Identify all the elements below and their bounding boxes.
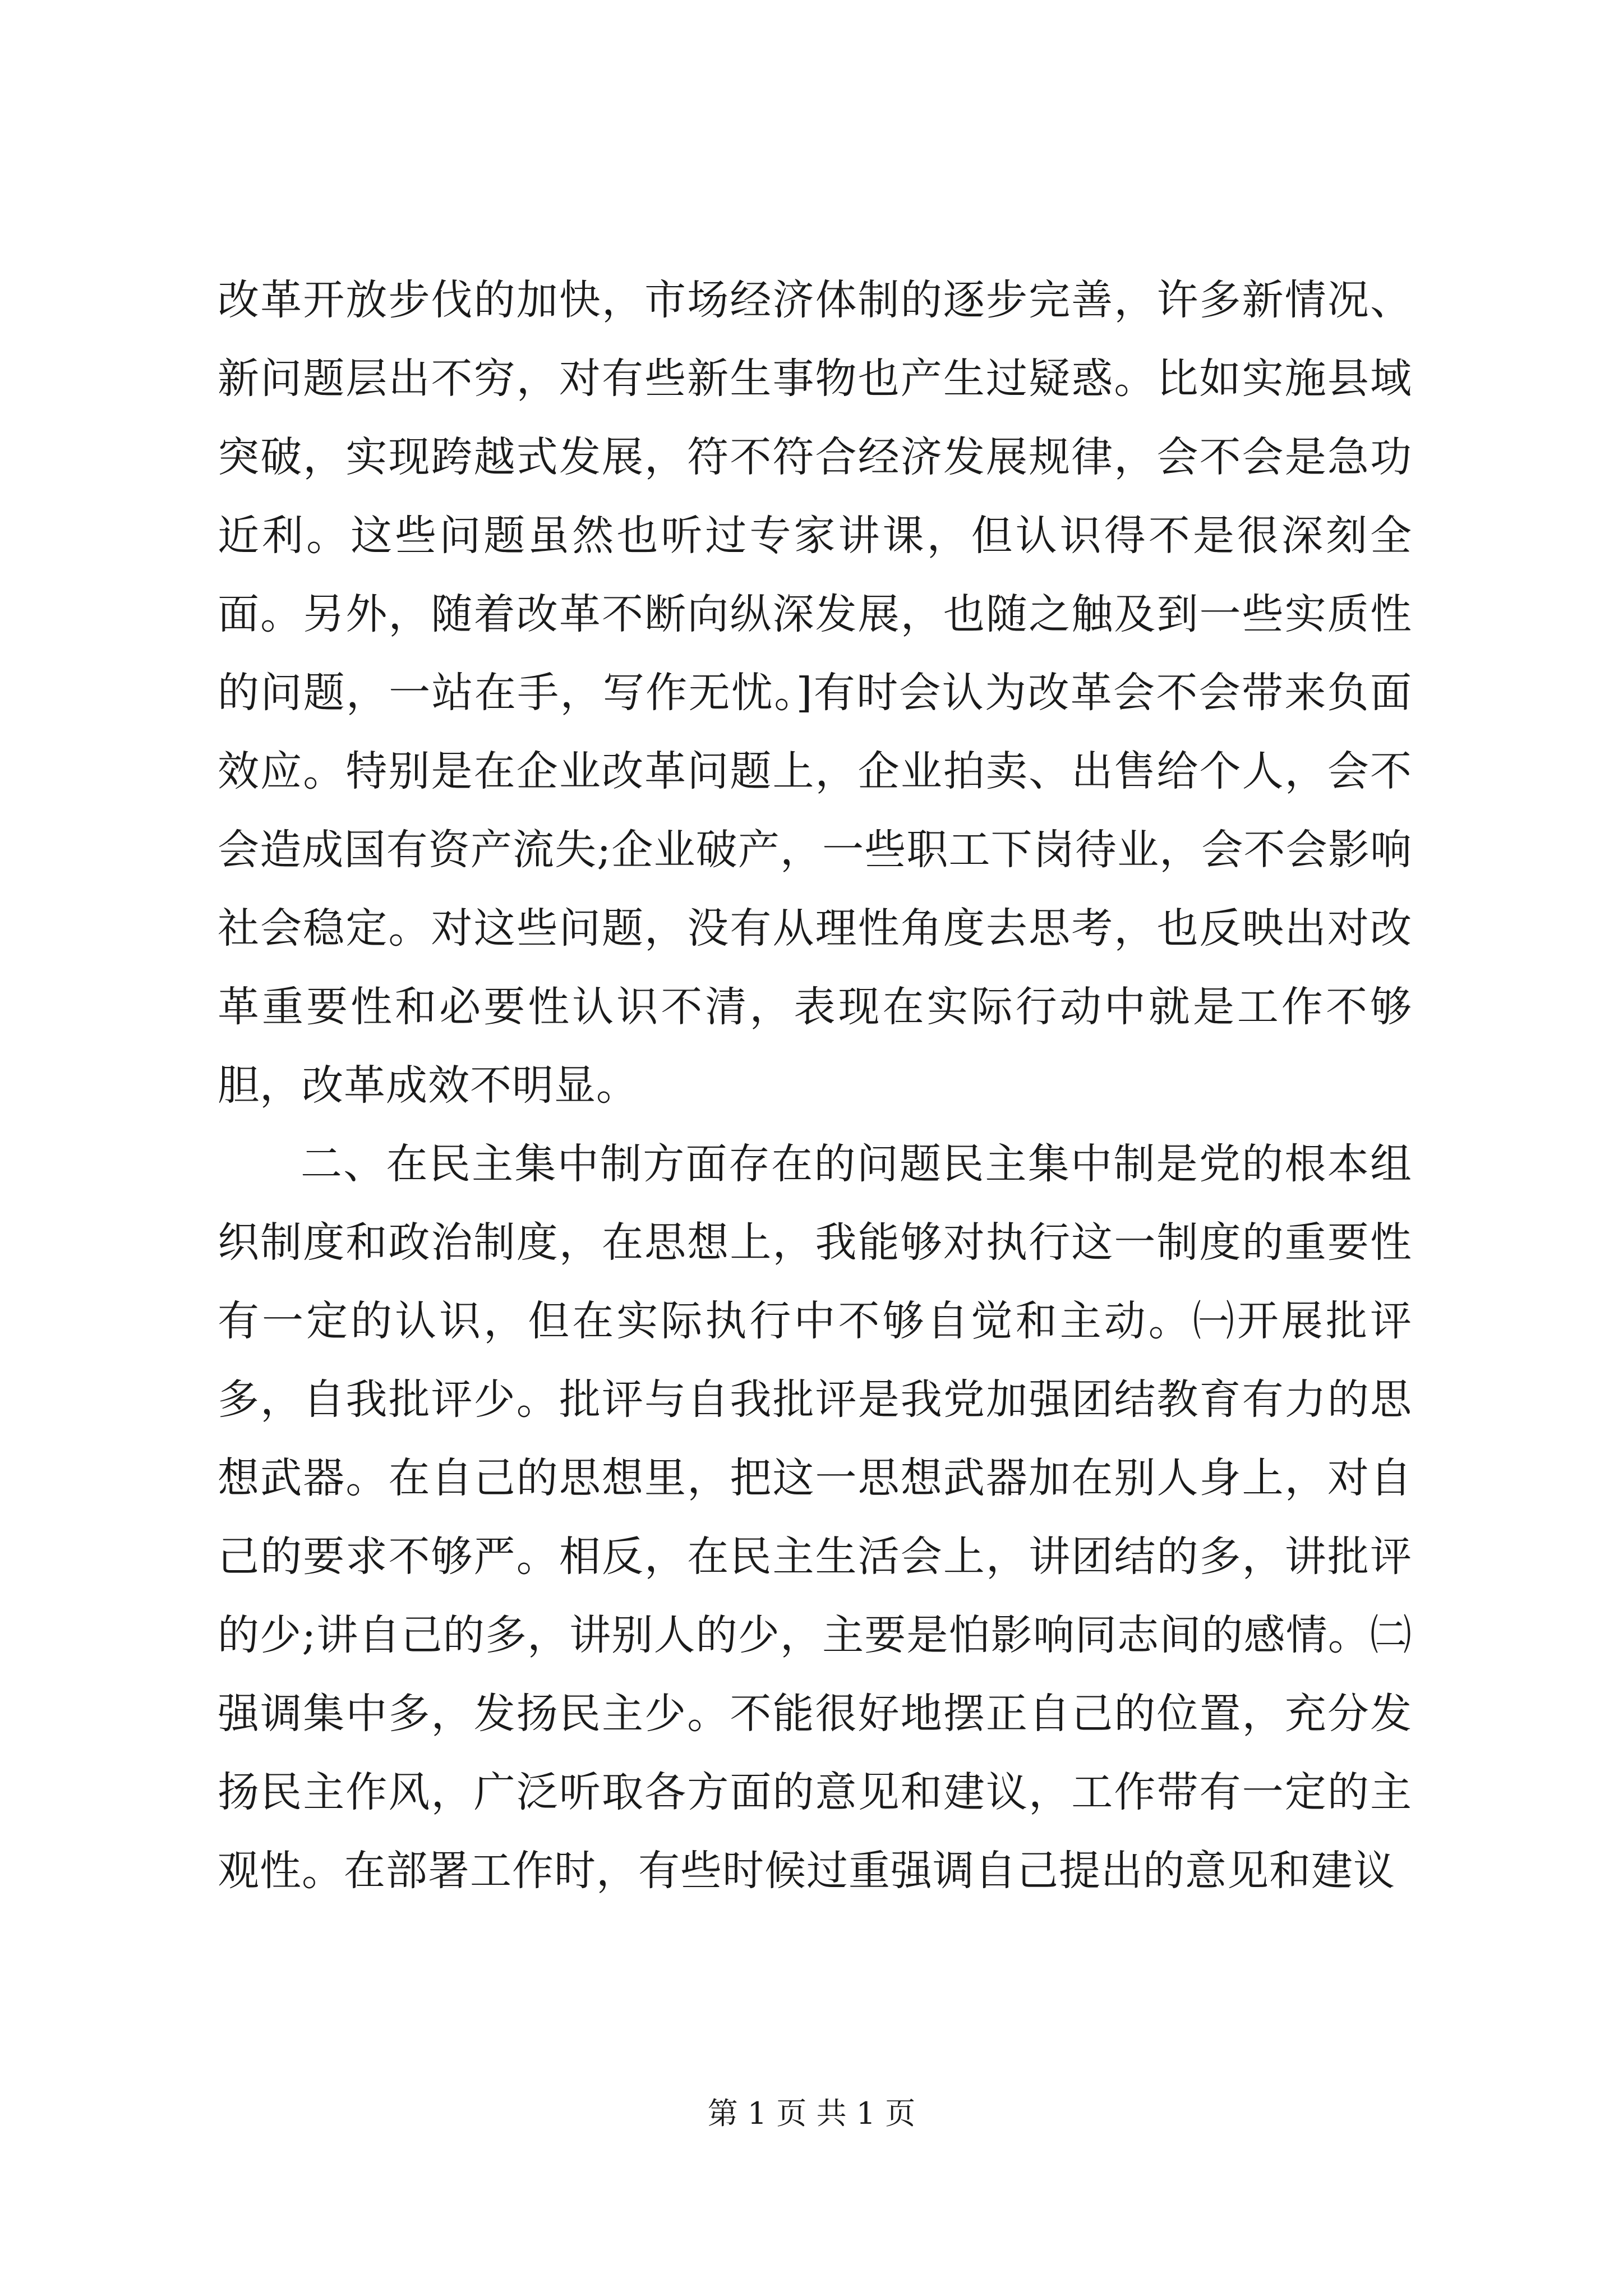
document-body xyxy=(218,261,1412,1910)
paragraph-democratic-centralism: 二、在民主集中制方面存在的问题民主集中制是党的根本组织制度和政治制度，在思想上，我能够对执行这一制度的重要性有一定的认识，但在实际执行中不够自觉和主动。㈠开展批评多，自我批评少。批评与自我批评是我党加强团结教育有力的思想武器。在自己的思想里，把这一思想武器加在别人身上，对自己的要求不够严。相反，在民主生活会上，讲团结的多，讲批评的少;讲自己的多，讲别人的少，主要是怕影响同志间的感情。㈡强调集中多，发扬民主少。不能很好地摆正自己的位置，充分发扬民主作风，广泛听取各方面的意见和建议，工作带有一定的主观性。在部署工作时，有些时候过重强调自己提出的意见和建议 xyxy=(218,1140,1412,1895)
paragraph-continuation: 改革开放步伐的加快，市场经济体制的逐步完善，许多新情况、新问题层出不穷，对有些新生事物也产生过疑惑。比如实施县域突破，实现跨越式发展，符不符合经济发展规律，会不会是急功近利。这些问题虽然也听过专家讲课，但认识得不是很深刻全面。另外，随着改革不断向纵深发展，也随之触及到一些实质性的问题，一站在手，写作无忧。]有时会认为改革会不会带来负面效应。特别是在企业改革问题上，企业拍卖、出售给个人，会不会造成国有资产流失;企业破产，一些职工下岗待业，会不会影响社会稳定。对这些问题，没有从理性角度去思考，也反映出对改革重要性和必要性认识不清，表现在实际行动中就是工作不够胆，改革成效不明显。 xyxy=(218,276,1412,1110)
page-footer: 第 1 页 共 1 页 xyxy=(707,2096,916,2131)
